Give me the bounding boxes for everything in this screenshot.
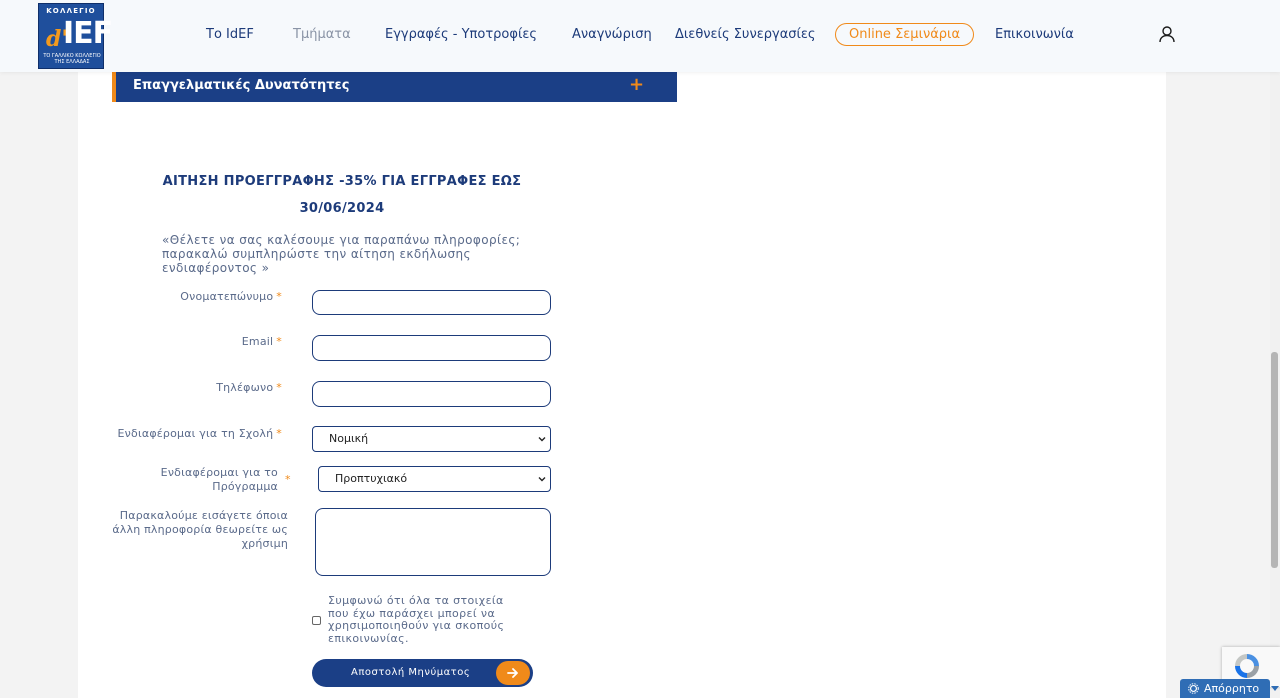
required-mark: * [276, 290, 282, 303]
accordion-label: Επαγγελματικές Δυνατότητες [133, 78, 350, 93]
gear-icon [1188, 683, 1199, 694]
scrollbar-thumb[interactable] [1271, 352, 1278, 568]
program-select-value: Προπτυχιακό [335, 472, 408, 485]
recaptcha-icon [1232, 651, 1262, 681]
privacy-label: Απόρρητο [1204, 682, 1260, 695]
logo-mark-ef: IEF [63, 16, 113, 51]
required-mark: * [276, 335, 282, 348]
program-label-line2-row [140, 480, 288, 494]
school-select-value: Νομική [329, 432, 369, 445]
name-label [150, 290, 282, 304]
privacy-button[interactable] [1180, 679, 1270, 698]
email-field[interactable] [312, 335, 551, 361]
phone-label [150, 381, 282, 395]
school-select[interactable] [312, 426, 551, 452]
site-header [0, 0, 1280, 72]
site-logo[interactable] [38, 3, 113, 69]
nav-item-departments[interactable]: Τμήματα [293, 27, 351, 42]
program-label-line1-row [140, 466, 288, 480]
caret-down-icon[interactable] [1271, 686, 1279, 691]
name-label-text: Ονοματεπώνυμο [180, 290, 274, 303]
nav-item-partnerships[interactable]: Διεθνείς Συνεργασίες [675, 27, 816, 42]
form-title-line2: 30/06/2024 [299, 201, 385, 216]
email-label-text: Email [241, 335, 274, 348]
info-textarea[interactable] [315, 508, 551, 576]
required-mark: * [276, 427, 282, 440]
form-title-line1: ΑΙΤΗΣΗ ΠΡΟΕΓΓΡΑΦΗΣ -35% ΓΙΑ ΕΓΓΡΑΦΕΣ ΕΩΣ [162, 174, 522, 189]
logo-bottom-text: ΤΟ ΓΑΛΛΙΚΟ ΚΟΛΛΕΓΙΟ ΤΗΣ ΕΛΛΑΔΑΣ [43, 53, 101, 65]
chevron-down-icon [538, 475, 546, 483]
school-label-text: Ενδιαφέρομαι για τη Σχολή [117, 427, 274, 440]
nav-item-enrollment[interactable]: Εγγραφές - Υποτροφίες [385, 27, 537, 42]
submit-button[interactable] [312, 659, 533, 687]
required-mark: * [276, 381, 282, 394]
chevron-down-icon [538, 435, 546, 443]
submit-button-label: Αποστολή Μηνύματος [351, 667, 471, 678]
logo-mark [43, 16, 113, 52]
program-select[interactable] [318, 466, 551, 492]
phone-label-text: Τηλέφωνο [216, 381, 274, 394]
consent-checkbox[interactable] [312, 616, 321, 625]
arrow-right-icon [496, 661, 530, 685]
accordion-career-opportunities[interactable] [112, 72, 677, 102]
school-label [110, 427, 282, 441]
nav-item-online-seminars[interactable]: Online Σεμινάρια [835, 23, 974, 46]
nav-item-recognition[interactable]: Αναγνώριση [572, 27, 652, 42]
required-mark: * [285, 473, 291, 486]
logo-top-text: ΚΟΛΛΕΓΙΟ [46, 7, 96, 15]
content-panel [78, 0, 1166, 698]
user-icon[interactable] [1158, 25, 1176, 43]
plus-icon: + [629, 74, 645, 95]
form-intro: «Θέλετε να σας καλέσουμε για παραπάνω πληροφορίες; παρακαλώ συμπληρώστε την αίτηση εκδήλωσης ενδιαφέροντος » [162, 233, 521, 275]
program-label-line2: Πρόγραμμα [212, 480, 278, 493]
program-label-line1: Ενδιαφέρομαι για το [160, 466, 278, 479]
program-label [140, 466, 288, 494]
name-field[interactable] [312, 290, 551, 315]
form-title [152, 168, 532, 222]
consent-text: Συμφωνώ ότι όλα τα στοιχεία που έχω παράσχει μπορεί να χρησιμοποιηθούν για σκοπούς επικοινωνίας. [328, 594, 505, 645]
email-label [150, 335, 282, 349]
logo-mark-d: d' [46, 26, 69, 52]
info-label: Παρακαλούμε εισάγετε όποια άλλη πληροφορία θεωρείτε ως χρήσιμη [112, 509, 288, 550]
nav-item-about[interactable]: Το IdEF [206, 27, 254, 42]
phone-field[interactable] [312, 381, 551, 407]
nav-item-contact[interactable]: Επικοινωνία [995, 27, 1074, 42]
